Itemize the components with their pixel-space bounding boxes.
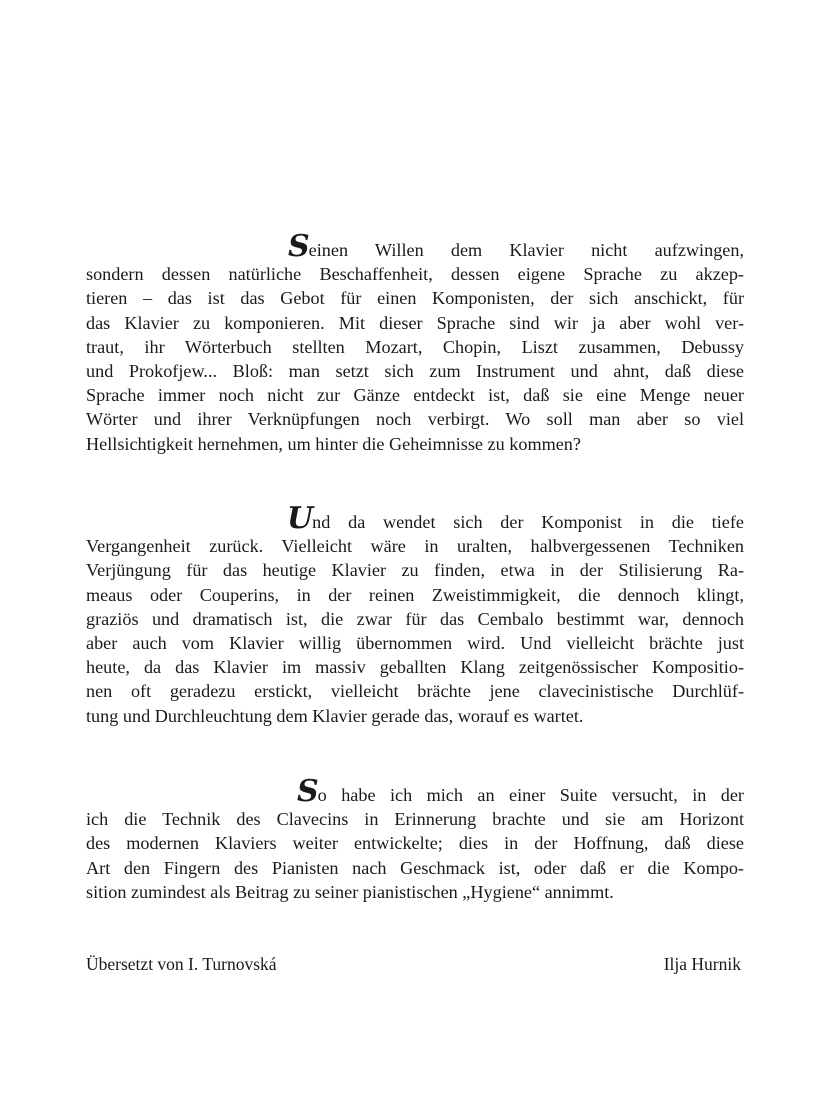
text-line: das Klavier zu komponieren. Mit dieser Sprache sind wir ja aber wohl ver-	[86, 312, 744, 333]
text-line: sondern dessen natürliche Beschaffenheit, dessen eigene Sprache zu akzep-	[86, 264, 744, 285]
text-line: einen Willen dem Klavier nicht aufzwingen,	[308, 240, 744, 260]
text-line: tung und Durchleuchtung dem Klavier gerade das, worauf es wartet.	[86, 705, 584, 726]
text-line: sition zumindest als Beitrag zu seiner pianistischen „Hygiene“ annimmt.	[86, 881, 614, 902]
text-line: graziös und dramatisch ist, die zwar für das Cembalo bestimmt war, dennoch	[86, 608, 744, 629]
text-line: meaus oder Couperins, in der reinen Zweistimmigkeit, die dennoch klingt,	[86, 584, 744, 605]
text-line: traut, ihr Wörterbuch stellten Mozart, Chopin, Liszt zusammen, Debussy	[86, 336, 744, 357]
text-line: Sprache immer noch nicht zur Gänze entdeckt ist, daß sie eine Menge neuer	[86, 385, 744, 406]
drop-cap: S	[297, 774, 318, 809]
text-line: aber auch vom Klavier willig übernommen wird. Und vielleicht brächte just	[86, 633, 744, 654]
text-line: Vergangenheit zurück. Vielleicht wäre in uralten, halbvergessenen Techniken	[86, 536, 744, 557]
text-line: nen oft geradezu erstickt, vielleicht brächte jene clavecinistische Durchlüf-	[86, 681, 744, 702]
text-line: Wörter und ihrer Verknüpfungen noch verbirgt. Wo soll man aber so viel	[86, 409, 744, 430]
text-line: heute, da das Klavier im massiv geballten Klang zeitgenössischer Kompositio-	[86, 657, 744, 678]
text-line: tieren – das ist das Gebot für einen Komponisten, der sich anschickt, für	[86, 288, 744, 309]
text-line: ich die Technik des Clavecins in Erinnerung brachte und sie am Horizont	[86, 809, 744, 830]
paragraph-1	[86, 229, 744, 456]
text-line: Verjüngung für das heutige Klavier zu finden, etwa in der Stilisierung Ra-	[86, 560, 744, 581]
translator-credit: Übersetzt von I. Turnovská	[86, 954, 277, 974]
drop-cap: S	[288, 229, 309, 264]
paragraph-2	[86, 501, 744, 728]
text-line: des modernen Klaviers weiter entwickelte; dies in der Hoffnung, daß diese	[86, 833, 744, 854]
text-line: o habe ich mich an einer Suite versucht, in der	[317, 785, 744, 805]
drop-cap: U	[287, 501, 313, 536]
paragraph-first-line	[86, 774, 744, 809]
paragraph-first-line	[86, 229, 744, 264]
paragraph-3	[86, 774, 744, 904]
paragraph-first-line	[86, 501, 744, 536]
text-line: Hellsichtigkeit hernehmen, um hinter die Geheimnisse zu kommen?	[86, 433, 581, 454]
text-line: und Prokofjew... Bloß: man setzt sich zum Instrument und ahnt, daß diese	[86, 361, 744, 382]
text-line: nd da wendet sich der Komponist in die tiefe	[312, 512, 744, 532]
text-line: Art den Fingern des Pianisten nach Geschmack ist, oder daß er die Kompo-	[86, 857, 744, 878]
author-signature: Ilja Hurnik	[663, 954, 741, 974]
